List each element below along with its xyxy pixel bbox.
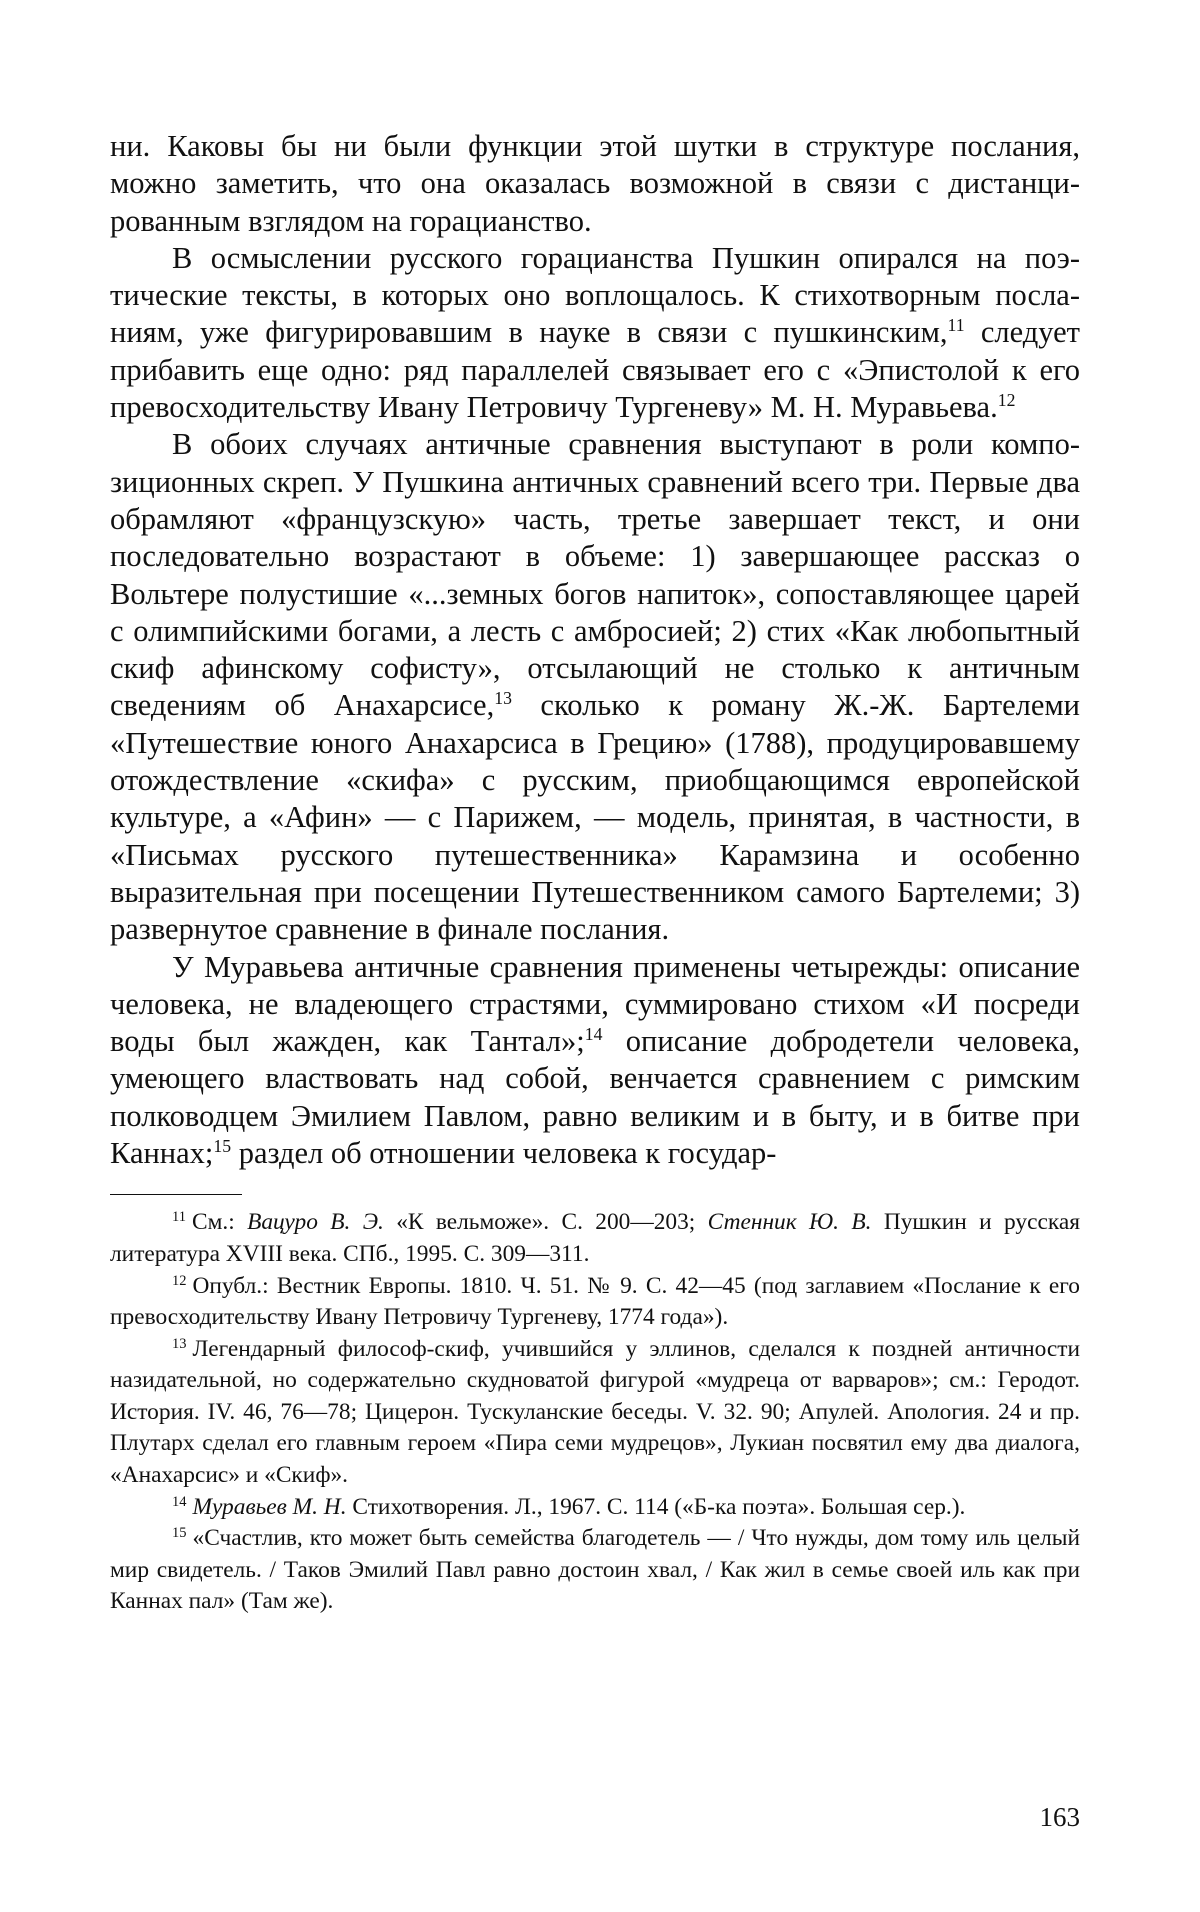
footnote-13-number: 13	[172, 1335, 187, 1352]
footnote-14	[110, 1492, 1080, 1524]
footnote-15	[110, 1523, 1080, 1618]
paragraph-4-text-a: У Муравьева античные сравнения применены четырежды: описание человека, не владеющего страстями, суммировано стихом «И посреди воды был жажден, как Тантал»;	[110, 949, 1080, 1059]
footnote-11-number: 11	[172, 1209, 186, 1226]
body-paragraph-3	[110, 426, 1080, 948]
paragraph-3-text-a: В обоих случаях античные сравнения выступают в роли композиционных скреп. У Пушкина античных сравнений всего три. Первые два обрамляют «французскую» часть, третье завершает текст, и они последовательно возрастают в объеме: 1) завершающее рассказ о Вольтере полустишие «...земных богов напиток», сопоставляющее царей с олимпийскими богами, а лесть с амбросией; 2) стих «Как любопытный скиф афинскому софисту», отсылающий не столько к античным сведениям об Анахарсисе,	[110, 427, 1080, 723]
paragraph-3-text-b: сколько к роману Ж.-Ж. Бартелеми «Путешествие юного Анахарсиса в Грецию» (1788), продуцировавшему отождествление «скифа» с русским, приобщающимся европейской культуре, а «Афин» — с Парижем, — модель, принятая, в частности, в «Письмах русского путешественника» Карамзина и особенно выразительная при посещении Путешественником самого Бартелеми; 3) развернутое сравнение в финале послания.	[110, 688, 1081, 947]
footnote-11	[110, 1207, 1080, 1270]
footnote-13-text: Легендарный философ-скиф, учившийся у эллинов, сделался к поздней античности назидательной, но содержательно скудноватой фигурой «мудреца от варваров»; см.: Геродот. История. IV. 46, 76—78; Цицерон. Тускуланские беседы. V. 32. 90; Апулей. Апология. 24 и пр. Плутарх сделал его главным героем «Пира семи мудрецов», Лукиан посвятил ему два диалога, «Анахарсис» и «Скиф».	[110, 1335, 1080, 1489]
footnote-13	[110, 1334, 1080, 1492]
body-paragraph-2	[110, 240, 1080, 426]
footnote-14-text: Стихотворения. Л., 1967. С. 114 («Б-ка поэта». Большая сер.).	[346, 1493, 966, 1520]
paragraph-2-text-b: следует прибавить еще одно: ряд параллелей связывает его с «Эпистолой к его превосходительству Ивану Петровичу Тургеневу» М. Н. Муравьева.	[110, 315, 1080, 425]
footnote-15-text: «Счастлив, кто может быть семейства благодетель — / Что нужды, дом тому иль целый мир свидетель. / Таков Эмилий Павл равно достоин хвал, / Как жил в семье своей иль как при Каннах пал» (Там же).	[110, 1525, 1080, 1615]
footnote-11-author-1: Вацуро В. Э.	[247, 1209, 384, 1236]
footnote-14-number: 14	[172, 1493, 187, 1510]
footnote-ref-14[interactable]: 14	[584, 1024, 603, 1045]
paragraph-1-text: ни. Каковы бы ни были функции этой шутки в структуре послания, можно заметить, что она оказалась возможной в связи с дистанцированным взглядом на горацианство.	[110, 129, 1080, 238]
footnote-15-number: 15	[172, 1525, 187, 1542]
footnote-12-number: 12	[172, 1272, 187, 1289]
footnote-ref-11[interactable]: 11	[947, 315, 965, 336]
body-paragraph-1	[110, 128, 1080, 240]
footnote-ref-15[interactable]: 15	[213, 1136, 232, 1157]
footnote-ref-12[interactable]: 12	[997, 390, 1016, 411]
paragraph-4-text-b: описание добродетели человека, умеющего властвовать над собой, венчается сравнением с римским полководцем Эмилием Павлом, равно великим и в быту, и в битве при Каннах;	[110, 1024, 1080, 1171]
footnote-11-author-2: Стенник Ю. В.	[707, 1209, 872, 1236]
page-content	[110, 128, 1080, 1618]
footnote-12	[110, 1271, 1080, 1334]
footnote-divider	[110, 1194, 242, 1195]
footnote-14-author: Муравьев М. Н.	[192, 1493, 347, 1520]
footnote-11-middle: «К вельможе». С. 200—203;	[383, 1209, 708, 1236]
footnote-ref-13[interactable]: 13	[494, 688, 512, 709]
body-paragraph-4	[110, 949, 1080, 1173]
paragraph-4-text-c: раздел об отношении человека к государ-	[231, 1136, 777, 1171]
footnote-11-prefix: См.:	[191, 1209, 248, 1236]
paragraph-2-text-a: В осмыслении русского горацианства Пушкин опирался на поэтические тексты, в которых оно воплощалось. К стихотворным посланиям, уже фигурировавшим в науке в связи с пушкинским,	[110, 240, 1080, 350]
page-number: 163	[1039, 1802, 1080, 1832]
footnote-11-suffix: Пушкин и русская литература XVIII века. СПб., 1995. С. 309—311.	[110, 1209, 1080, 1267]
footnote-12-text: Опубл.: Вестник Европы. 1810. Ч. 51. № 9. С. 42—45 (под заглавием «Послание к его превосходительству Ивану Петровичу Тургеневу, 1774 года»).	[110, 1272, 1080, 1331]
